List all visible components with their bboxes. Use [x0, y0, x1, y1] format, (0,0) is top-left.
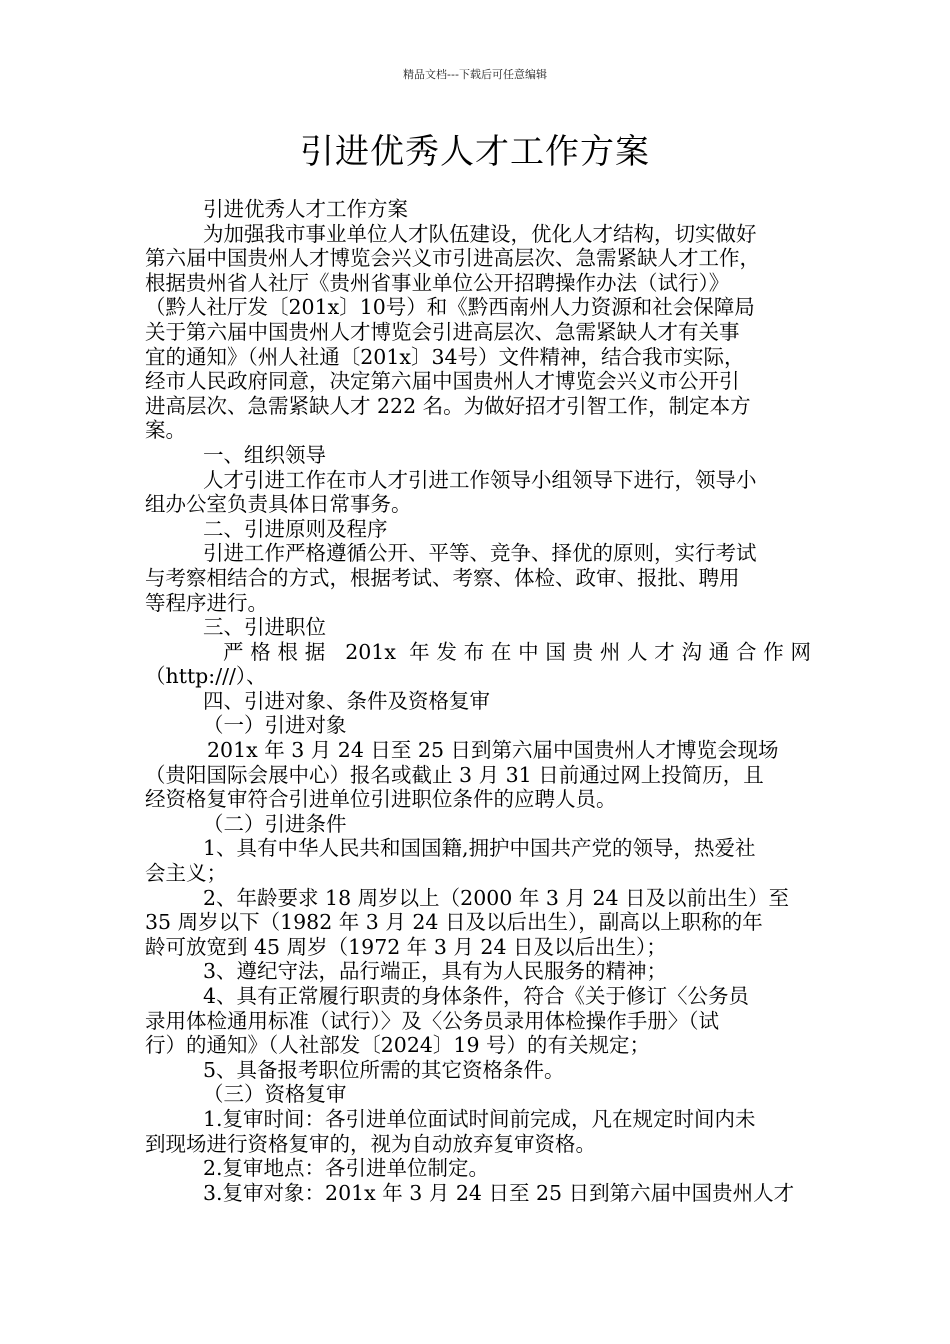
paragraph-line: 等程序进行。 [145, 590, 268, 615]
paragraph-line: 3.复审对象：201x 年 3 月 24 日至 25 日到第六届中国贵州人才 [203, 1180, 795, 1205]
paragraph-line: 会主义； [145, 861, 227, 886]
paragraph-line: 根据贵州省人社厅《贵州省事业单位公开招聘操作办法（试行）》 [145, 270, 730, 295]
subsection-heading: （二）引进条件 [203, 811, 347, 836]
paragraph-line: 4、具有正常履行职责的身体条件，符合《关于修订〈公务员 [203, 984, 750, 1008]
paragraph-line: 经市人民政府同意，决定第六届中国贵州人才博览会兴义市公开引 [145, 369, 740, 394]
paragraph-line: 关于第六届中国贵州人才博览会引进高层次、急需紧缺人才有关事 [145, 319, 740, 344]
paragraph-line: 宜的通知》（州人社通〔201x〕34号）文件精神，结合我市实际， [145, 344, 745, 369]
paragraph-line: 引进工作严格遵循公开、平等、竞争、择优的原则，实行考试 [203, 541, 757, 566]
paragraph-line: 1、具有中华人民共和国国籍,拥护中国共产党的领导，热爱社 [203, 836, 756, 861]
header-note: 精品文档---下载后可任意编辑 [403, 68, 547, 81]
paragraph-line: 与考察相结合的方式，根据考试、考察、体检、政审、报批、聘用 [145, 565, 740, 590]
paragraph-line: 3、遵纪守法，品行端正，具有为人民服务的精神； [203, 959, 668, 984]
section-heading: 三、引进职位 [203, 615, 326, 640]
document-body [145, 197, 811, 1205]
paragraph-line: 行）的通知》（人社部发〔2024〕19 号）的有关规定； [145, 1033, 651, 1058]
paragraph-line: 1.复审时间：各引进单位面试时间前完成，凡在规定时间内未 [203, 1106, 756, 1131]
section-heading: 一、组织领导 [203, 442, 326, 467]
paragraph-line: 为加强我市事业单位人才队伍建设，优化人才结构，切实做好 [203, 221, 757, 246]
paragraph-line: 2.复审地点：各引进单位制定。 [203, 1156, 490, 1181]
paragraph-line: 第六届中国贵州人才博览会兴义市引进高层次、急需紧缺人才工作， [145, 246, 760, 271]
paragraph-line: 201x 年 3 月 24 日至 25 日到第六届中国贵州人才博览会现场 [207, 738, 779, 763]
paragraph-line: 35 周岁以下（1982 年 3 月 24 日及以后出生），副高以上职称的年 [145, 910, 763, 935]
section-heading: 二、引进原则及程序 [203, 516, 388, 541]
paragraph-line: 严格根据 201x 年发布在中国贵州人才沟通合作网 [223, 639, 811, 664]
section-heading: 四、引进对象、条件及资格复审 [203, 688, 490, 713]
paragraph-line: 5、具备报考职位所需的其它资格条件。 [203, 1057, 565, 1082]
subsection-heading: （三）资格复审 [203, 1082, 347, 1107]
paragraph-line: 案。 [145, 418, 186, 443]
paragraph-line: （http:///）、 [145, 664, 267, 689]
paragraph-line: 龄可放宽到 45 周岁（1972 年 3 月 24 日及以后出生）； [145, 934, 667, 959]
paragraph-line: （黔人社厅发〔201x〕10号）和《黔西南州人力资源和社会保障局 [145, 295, 755, 320]
paragraph-line: 进高层次、急需紧缺人才 222 名。为做好招才引智工作，制定本方 [145, 393, 751, 418]
document-title: 引进优秀人才工作方案 [300, 132, 650, 172]
paragraph-line: 2、年龄要求 18 周岁以上（2000 年 3 月 24 日及以前出生）至 [203, 885, 790, 910]
paragraph-line: 经资格复审符合引进单位引进职位条件的应聘人员。 [145, 787, 617, 812]
paragraph-line: 到现场进行资格复审的，视为自动放弃复审资格。 [145, 1131, 596, 1156]
paragraph-line: 组办公室负责具体日常事务。 [145, 492, 412, 517]
subsection-heading: （一）引进对象 [203, 713, 347, 738]
subtitle-line: 引进优秀人才工作方案 [203, 197, 408, 221]
paragraph-line: 人才引进工作在市人才引进工作领导小组领导下进行，领导小 [203, 467, 757, 492]
paragraph-line: 录用体检通用标准（试行）〉及〈公务员录用体检操作手册〉（试 [145, 1008, 719, 1033]
paragraph-line: （贵阳国际会展中心）报名或截止 3 月 31 日前通过网上投简历，且 [145, 762, 764, 787]
